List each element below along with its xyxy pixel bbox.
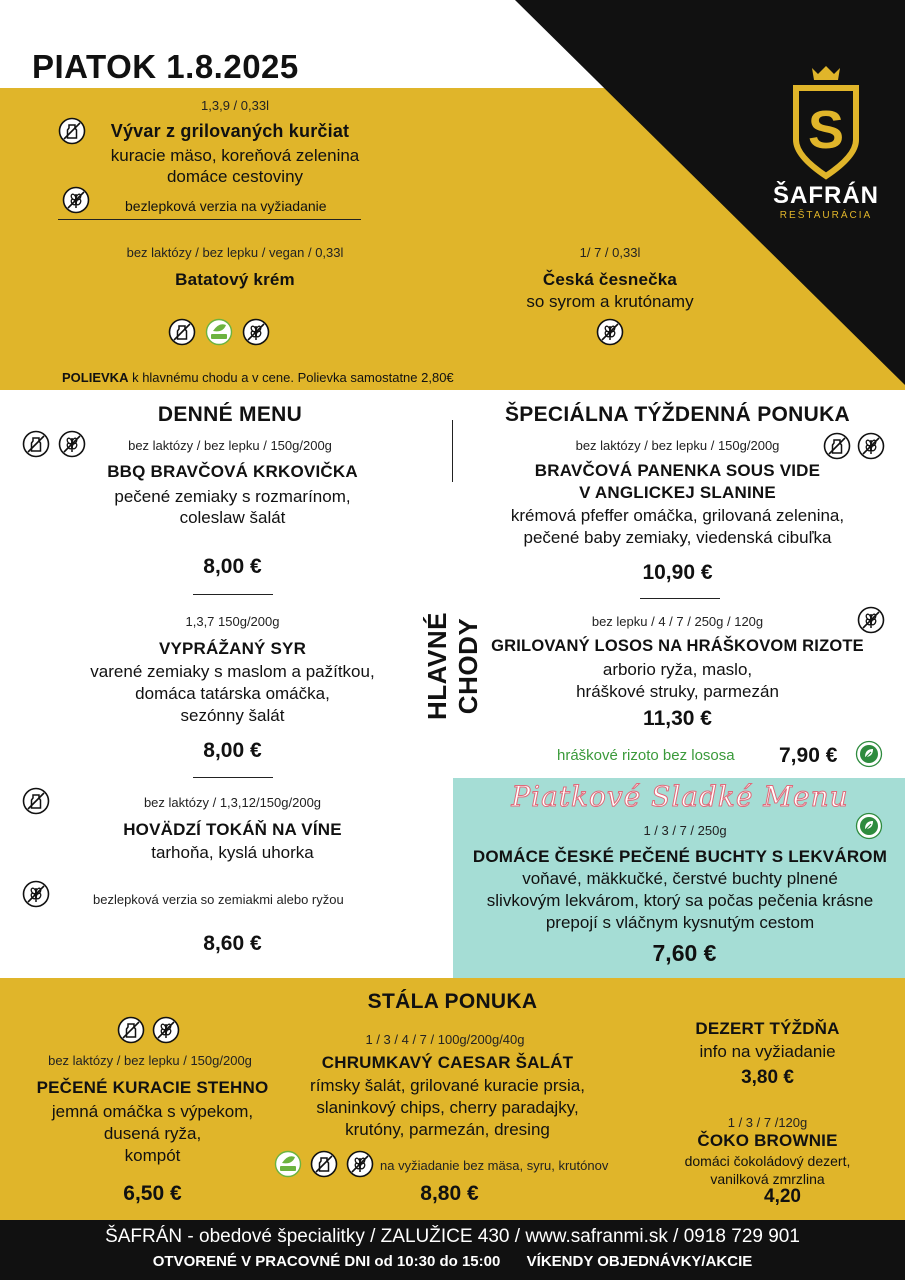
special-title: ŠPECIÁLNA TÝŽDENNÁ PONUKA bbox=[504, 403, 851, 426]
p1-desc2: pečené baby zemiaky, viedenská cibuľka bbox=[523, 528, 832, 547]
gluten-free-icon bbox=[62, 186, 90, 214]
sa-price: 6,50 € bbox=[123, 1182, 182, 1205]
p2-name: GRILOVANÝ LOSOS NA HRÁŠKOVOM RIZOTE bbox=[491, 637, 864, 655]
sb-allergens: 1 / 3 / 4 / 7 / 100g/200g/40g bbox=[365, 1032, 525, 1047]
sa-allergens: bez laktózy / bez lepku / 150g/200g bbox=[48, 1053, 252, 1068]
gluten-free-icon bbox=[58, 430, 86, 458]
sb-desc1: rímsky šalát, grilované kuracie prsia, bbox=[310, 1076, 585, 1095]
lactose-free-icon bbox=[22, 430, 50, 458]
gluten-free-icon bbox=[242, 318, 270, 346]
m1-price: 8,00 € bbox=[203, 555, 262, 578]
sweet-price: 7,60 € bbox=[652, 940, 717, 966]
lactose-free-icon bbox=[168, 318, 196, 346]
sweet-desc1: voňavé, mäkkučké, čerstvé buchty plnené bbox=[522, 869, 838, 888]
gluten-free-icon bbox=[346, 1150, 374, 1178]
sc-price: 3,80 € bbox=[741, 1067, 794, 1088]
m2-divider bbox=[193, 777, 273, 778]
m2-desc1: varené zemiaky s maslom a pažítkou, bbox=[90, 662, 375, 681]
stala-title: STÁLA PONUKA bbox=[367, 990, 538, 1013]
m1-allergens: bez laktózy / bez lepku / 150g/200g bbox=[128, 438, 332, 453]
sd-price: 4,20 bbox=[764, 1186, 801, 1207]
m2-desc3: sezónny šalát bbox=[180, 706, 285, 725]
p2-desc1: arborio ryža, maslo, bbox=[602, 660, 753, 679]
footer-line1: ŠAFRÁN - obedové špecialitky / ZALUŽICE 430 / www.safranmi.sk / 0918 729 901 bbox=[105, 1226, 800, 1247]
sa-name: PEČENÉ KURACIE STEHNO bbox=[36, 1078, 269, 1097]
lactose-free-icon bbox=[22, 787, 50, 815]
soup3-desc1: so syrom a krutónamy bbox=[526, 292, 694, 311]
soup-footer-bold: POLIEVKA bbox=[62, 370, 129, 385]
sweet-title: Piatkové Sladké Menu bbox=[511, 780, 849, 813]
soup1-note: bezlepková verzia na vyžiadanie bbox=[125, 198, 327, 214]
sweet-allergens: 1 / 3 / 7 / 250g bbox=[643, 823, 727, 838]
lactose-free-icon bbox=[310, 1150, 338, 1178]
denne-title: DENNÉ MENU bbox=[157, 403, 303, 426]
soup1-divider bbox=[58, 219, 361, 220]
soup1-name: Vývar z grilovaných kurčiat bbox=[110, 121, 350, 141]
soup3-name: Česká česnečka bbox=[542, 270, 678, 289]
p1-allergens: bez laktózy / bez lepku / 150g/200g bbox=[575, 438, 780, 453]
m2-allergens: 1,3,7 150g/200g bbox=[185, 614, 280, 629]
m1-divider bbox=[193, 594, 273, 595]
soup3-allergens: 1/ 7 / 0,33l bbox=[579, 245, 641, 260]
m3-name: HOVÄDZÍ TOKÁŇ NA VÍNE bbox=[123, 820, 342, 839]
p1-name2: V ANGLICKEJ SLANINE bbox=[579, 483, 776, 502]
gluten-free-icon bbox=[22, 880, 50, 908]
m3-note: bezlepková verzia so zemiakmi alebo ryžou bbox=[93, 892, 344, 907]
sd-name: ČOKO BROWNIE bbox=[697, 1131, 838, 1150]
sb-note: na vyžiadanie bez mäsa, syru, krutónov bbox=[380, 1158, 609, 1173]
m2-price: 8,00 € bbox=[203, 739, 262, 762]
gluten-free-icon bbox=[152, 1016, 180, 1044]
sb-desc3: krutóny, parmezán, dresing bbox=[345, 1120, 550, 1139]
svg-text:S: S bbox=[807, 100, 845, 160]
soup1-allergens: 1,3,9 / 0,33l bbox=[201, 98, 269, 113]
sweet-desc3: prepojí s vláčnym kysnutým cestom bbox=[545, 913, 815, 932]
vertical-divider bbox=[452, 420, 453, 482]
gluten-free-icon bbox=[596, 318, 624, 346]
vertical-label: HLAVNÉ CHODY bbox=[422, 612, 483, 720]
sa-desc2: dusená ryža, bbox=[103, 1124, 202, 1143]
soup-footer-text: k hlavnému chodu a v cene. Polievka samostatne 2,80€ bbox=[128, 370, 454, 385]
gluten-free-icon bbox=[857, 606, 885, 634]
sb-desc2: slaninkový chips, cherry paradajky, bbox=[316, 1098, 579, 1117]
p2-allergens: bez lepku / 4 / 7 / 250g / 120g bbox=[591, 614, 764, 629]
lactose-free-icon bbox=[58, 117, 86, 145]
sd-allergens: 1 / 3 / 7 /120g bbox=[727, 1115, 808, 1130]
sb-price: 8,80 € bbox=[420, 1182, 479, 1205]
footer-line2 bbox=[0, 1253, 905, 1270]
p1-name1: BRAVČOVÁ PANENKA SOUS VIDE bbox=[534, 461, 821, 480]
lactose-free-icon bbox=[823, 432, 851, 460]
p2-desc2: hráškové struky, parmezán bbox=[576, 682, 779, 701]
page-title: PIATOK 1.8.2025 bbox=[32, 48, 299, 85]
m1-desc1: pečené zemiaky s rozmarínom, bbox=[114, 487, 351, 506]
sb-name: CHRUMKAVÝ CAESAR ŠALÁT bbox=[321, 1053, 574, 1072]
sd-desc1: domáci čokoládový dezert, bbox=[684, 1153, 851, 1169]
brand-sub: REŠTAURÁCIA bbox=[779, 210, 873, 221]
p2-alt-price: 7,90 € bbox=[779, 744, 838, 767]
m3-desc1: tarhoňa, kyslá uhorka bbox=[151, 843, 314, 862]
m1-desc2: coleslaw šalát bbox=[179, 508, 286, 527]
soup1-desc1: kuracie mäso, koreňová zelenina bbox=[110, 146, 360, 165]
vegetarian-icon bbox=[855, 740, 883, 768]
soup2-name: Batatový krém bbox=[175, 270, 295, 289]
m2-name: VYPRÁŽANÝ SYR bbox=[158, 639, 307, 658]
soup2-allergens: bez laktózy / bez lepku / vegan / 0,33l bbox=[126, 245, 344, 260]
sc-name: DEZERT TÝŽDŇA bbox=[695, 1019, 840, 1038]
gluten-free-icon bbox=[857, 432, 885, 460]
vegan-icon bbox=[274, 1150, 302, 1178]
m3-price: 8,60 € bbox=[203, 932, 262, 955]
soup1-desc2: domáce cestoviny bbox=[166, 167, 304, 186]
p1-divider bbox=[640, 598, 720, 599]
sweet-name: DOMÁCE ČESKÉ PEČENÉ BUCHTY S LEKVÁROM bbox=[472, 847, 888, 866]
p2-alt-label: hráškové rizoto bez lososa bbox=[557, 747, 735, 764]
m3-allergens: bez laktózy / 1,3,12/150g/200g bbox=[143, 795, 322, 810]
soup-footer bbox=[62, 370, 454, 385]
lactose-free-icon bbox=[117, 1016, 145, 1044]
sa-desc1: jemná omáčka s výpekom, bbox=[51, 1102, 254, 1121]
p1-price: 10,90 € bbox=[642, 561, 713, 584]
p2-price: 11,30 € bbox=[643, 707, 712, 730]
m1-name: BBQ BRAVČOVÁ KRKOVIČKA bbox=[107, 462, 358, 481]
vegetarian-icon bbox=[855, 812, 883, 840]
p1-desc1: krémová pfeffer omáčka, grilovaná zelenina, bbox=[510, 506, 845, 525]
footer-hours: OTVORENÉ V PRACOVNÉ DNI od 10:30 do 15:00 bbox=[152, 1253, 501, 1270]
vegan-icon bbox=[205, 318, 233, 346]
m2-desc2: domáca tatárska omáčka, bbox=[135, 684, 330, 703]
footer-weekends: VÍKENDY OBJEDNÁVKY/AKCIE bbox=[526, 1253, 753, 1270]
crown-shield-icon bbox=[786, 60, 866, 180]
sa-desc3: kompót bbox=[124, 1146, 181, 1165]
sc-desc1: info na vyžiadanie bbox=[699, 1042, 836, 1061]
sweet-desc2: slivkovým lekvárom, ktorý sa počas pečenia krásne bbox=[486, 891, 874, 910]
sd-desc2: vanilková zmrzlina bbox=[710, 1171, 825, 1187]
brand-logo bbox=[770, 60, 882, 225]
brand-name: ŠAFRÁN bbox=[773, 182, 879, 209]
